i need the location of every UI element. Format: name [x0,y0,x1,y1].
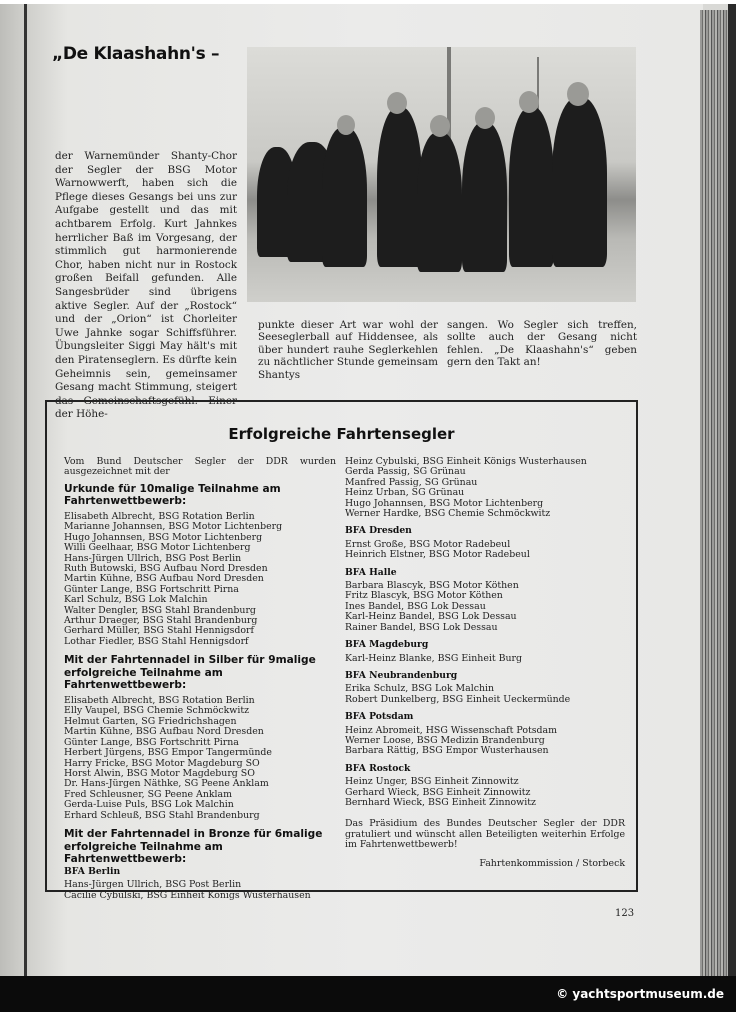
article-column-3: sangen. Wo Segler sich treffen, sollte auch der Gesang nicht fehlen. „De Klaashahn's“ geben gern den Takt an! [447,319,637,369]
list-item: Fritz Blascyk, BSG Motor Köthen [345,590,503,602]
list-item: Martin Kühne, BSG Aufbau Nord Dresden [64,726,264,738]
book-cover-edge [728,4,736,976]
list-item: Heinz Urban, SG Grünau [345,487,465,499]
award-intro: Vom Bund Deutscher Segler der DDR wurden ausgezeichnet mit der [64,456,336,478]
list-item: Heinz Unger, BSG Einheit Zinnowitz [345,776,519,788]
list-item: Marianne Johannsen, BSG Motor Lichtenberg [64,521,283,533]
group-heading: BFA Halle [345,566,397,578]
list-item: Gerda Passig, SG Grünau [345,466,466,478]
list-item: Günter Lange, BSG Fortschritt Pirna [64,736,239,748]
list-item: Willi Geelhaar, BSG Motor Lichtenberg [64,542,251,554]
list-item: Ernst Große, BSG Motor Radebeul [345,538,511,550]
list-item: Hugo Johannsen, BSG Motor Lichtenberg [64,531,263,543]
group-heading: BFA Rostock [345,762,411,774]
list-item: Heinz Cybulski, BSG Einheit Königs Wusterhausen [345,456,587,467]
section-heading: Urkunde für 10malige Teilnahme am Fahrtenwettbewerb: [64,482,281,508]
section2-list [64,696,336,821]
page-number: 123 [615,908,635,919]
list-item: Hugo Johannsen, BSG Motor Lichtenberg [345,497,544,509]
list-item: Erika Schulz, BSG Lok Malchin [345,683,495,695]
list-item: Lothar Fiedler, BSG Stahl Hennigsdorf [64,635,249,647]
section-heading: Mit der Fahrtennadel in Silber für 9malige erfolgreiche Teilnahme am Fahrtenwettbewerb: [64,654,316,692]
bfa-berlin-continued [345,457,625,519]
list-item: Walter Dengler, BSG Stahl Brandenburg [64,604,256,616]
group-heading: BFA Potsdam [345,711,414,723]
list-item: Werner Loose, BSG Medizin Brandenburg [345,734,545,746]
list-item: Hans-Jürgen Ullrich, BSG Post Berlin [64,879,242,891]
list-item: Rainer Bandel, BSG Lok Dessau [345,621,498,633]
list-item: Barbara Blascyk, BSG Motor Köthen [345,580,519,592]
group-heading: BFA Magdeburg [345,639,429,651]
copyright-watermark: © yachtsportmuseum.de [556,987,724,1001]
list-item: Ruth Butowski, BSG Aufbau Nord Dresden [64,563,268,575]
book-page-edges [700,10,730,976]
group-heading: BFA Neubrandenburg [345,669,458,681]
list-item: Dr. Hans-Jürgen Näthke, SG Peene Anklam [64,778,269,790]
group-heading: BFA Berlin [64,865,121,877]
article-intro-column: der Warnemünder Shanty-Chor der Segler der BSG Motor Warnowwerft, haben sich die Pflege dieses Gesangs bei uns zur Aufgabe gestellt und das mit achtbarem Erfolg. Kurt Jahnkes herrlicher Baß im Vorgesang, der stimmlich gut harmonierende Chor, haben nicht nur in Rostock großen Beifall gefunden. Alle Sangesbrüder sind übrigens aktive Segler. Auf der „Rostock“ und der „Orion“ ist Chorleiter Uwe Jahnke sogar Schiffsführer. Übungsleiter Siggi May hält's mit den Piratenseglern. Es dürfte kein Geheimnis sein, gemeinsamer Gesang macht Stimmung, steigert das Gemeinschaftsgefühl. Einer der Höhe- [55,150,237,421]
facing-page-edge [0,4,25,976]
list-item: Gerda-Luise Puls, BSG Lok Malchin [64,799,234,811]
list-item: Elisabeth Albrecht, BSG Rotation Berlin [64,695,255,707]
article-column-2: punkte dieser Art war wohl der Seeseglerball auf Hiddensee, als über hundert rauhe Seglerkehlen zu nächtlicher Stunde gemeinsam Shantys [258,319,438,381]
list-item: Werner Hardke, BSG Chemie Schmöckwitz [345,508,551,520]
group-heading: BFA Dresden [345,525,412,537]
page [27,4,703,976]
list-item: Arthur Draeger, BSG Stahl Brandenburg [64,615,258,627]
list-item: Horst Alwin, BSG Motor Magdeburg SO [64,767,255,779]
list-item: Cäcilie Cybulski, BSG Einheit Königs Wusterhausen [64,889,311,901]
list-item: Elly Vaupel, BSG Chemie Schmöckwitz [64,705,250,717]
award-box-title: Erfolgreiche Fahrtensegler [228,425,455,443]
list-item: Manfred Passig, SG Grünau [345,476,478,488]
award-right-column [345,457,625,869]
list-item: Heinrich Elstner, BSG Motor Radebeul [345,549,530,561]
list-item: Erhard Schleuß, BSG Stahl Brandenburg [64,809,260,821]
list-item: Gerhard Wieck, BSG Einheit Zinnowitz [345,786,531,798]
list-item: Gerhard Müller, BSG Stahl Hennigsdorf [64,625,254,637]
list-item: Günter Lange, BSG Fortschritt Pirna [64,583,239,595]
award-box [45,400,638,901]
section-heading: Mit der Fahrtennadel in Bronze für 6malige erfolgreiche Teilnahme am Fahrtenwettbewerb: [64,827,323,866]
list-item: Helmut Garten, SG Friedrichshagen [64,715,237,727]
list-item: Bernhard Wieck, BSG Einheit Zinnowitz [345,796,536,808]
award-left-column [64,457,336,901]
signature: Fahrtenkommission / Storbeck [479,857,625,869]
list-item: Ines Bandel, BSG Lok Dessau [345,600,486,612]
list-item: Harry Fricke, BSG Motor Magdeburg SO [64,757,260,769]
article-headline: „De Klaashahn's – [52,44,220,64]
list-item: Robert Dunkelberg, BSG Einheit Ueckermünde [345,693,571,705]
list-item: Barbara Rättig, BSG Empor Wusterhausen [345,745,549,757]
section1-list [64,512,336,647]
closing-text: Das Präsidium des Bundes Deutscher Segler der DDR gratuliert und wünscht allen Beteiligten weiterhin Erfolge im Fahrtenwettbewerb! [345,818,625,851]
list-item: Fred Schleusner, SG Peene Anklam [64,788,233,800]
bfa-groups [345,526,625,808]
list-item: Elisabeth Albrecht, BSG Rotation Berlin [64,511,255,522]
list-item: Hans-Jürgen Ullrich, BSG Post Berlin [64,552,242,564]
list-item: Karl-Heinz Blanke, BSG Einheit Burg [345,652,523,664]
list-item: Karl Schulz, BSG Lok Malchin [64,594,208,606]
list-item: Herbert Jürgens, BSG Empor Tangermünde [64,747,272,759]
list-item: Heinz Abromeit, HSG Wissenschaft Potsdam [345,724,558,736]
list-item: Martin Kühne, BSG Aufbau Nord Dresden [64,573,264,585]
shanty-choir-photo [247,47,636,302]
list-item: Karl-Heinz Bandel, BSG Lok Dessau [345,611,517,623]
